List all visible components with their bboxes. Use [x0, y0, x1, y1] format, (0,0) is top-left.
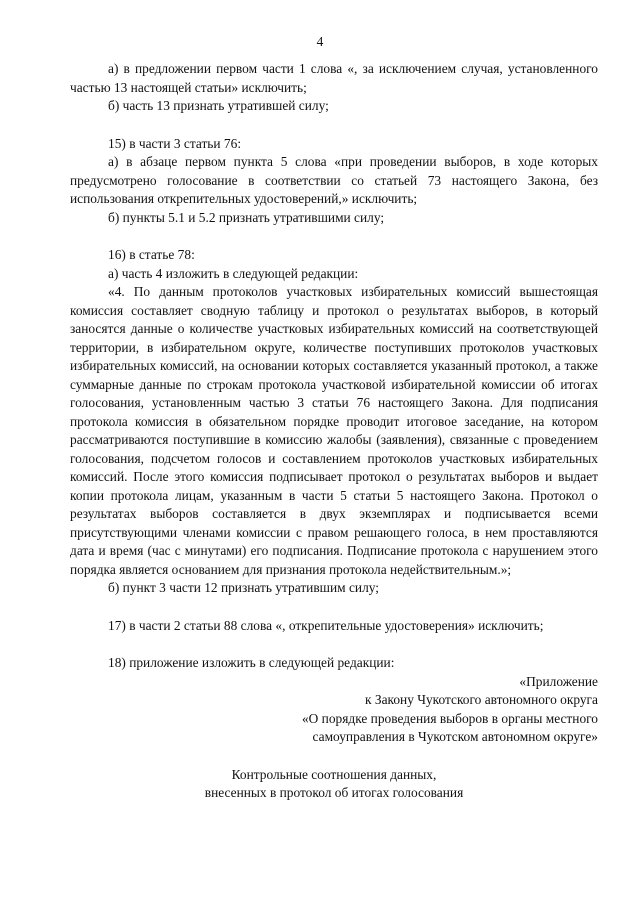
section-heading	[70, 766, 598, 803]
appendix-line-1: «Приложение	[519, 673, 598, 689]
paragraph-5: б) пункты 5.1 и 5.2 признать утратившими силу;	[108, 209, 385, 225]
paragraph-11: 18) приложение изложить в следующей редакции:	[108, 655, 395, 670]
heading-line-2: внесенных в протокол об итогах голосования	[204, 785, 464, 800]
paragraph-2: б) часть 13 признать утратившей силу;	[108, 98, 329, 113]
paragraph-6: 16) в статье 78:	[108, 247, 195, 262]
paragraph-3: 15) в части 3 статьи 76:	[108, 135, 242, 151]
appendix-line-4: самоуправления в Чукотском автономном округе»	[312, 729, 598, 744]
appendix-line-2: к Закону Чукотского автономного округа	[365, 692, 598, 707]
appendix-line-3: «О порядке проведения выборов в органы местного	[301, 710, 598, 726]
paragraph-9: б) пункт 3 части 12 признать утратившим силу;	[108, 580, 380, 595]
paragraph-10: 17) в части 2 статьи 88 слова «, открепительные удостоверения» исключить;	[108, 617, 544, 633]
spacer	[70, 747, 598, 766]
spacer	[70, 635, 598, 654]
appendix-header	[70, 673, 598, 747]
page-number: 4	[316, 34, 324, 49]
paragraph-4: а) в абзаце первом пункта 5 слова «при проведении выборов, в ходе которых предусмотрено голосование в соответствии со статьей 73 настоящего Закона, без использования открепительных удостоверений,» исключить;	[70, 154, 598, 206]
document-body	[70, 60, 598, 803]
spacer	[70, 116, 598, 135]
spacer	[70, 227, 598, 246]
spacer	[70, 598, 598, 617]
paragraph-8: «4. По данным протоколов участковых избирательных комиссий вышестоящая комиссия составляет сводную таблицу и протокол о результатах выборов, в который заносятся данные о количестве участковых избирательных комиссий на соответствующей территории, в избирательном округе, количестве поступивших протоколов участковых избирательных комиссий, на основании которых составляется указанный протокол, а также суммарные данные по строкам протокола участковой избирательной комиссии об итогах голосования, установленным частью 3 статьи 76 настоящего Закона. Для подписания протокола комиссия в обязательном порядке проводит итоговое заседание, на котором рассматриваются поступившие в комиссию жалобы (заявления), связанные с проведением голосования, подсчетом голосов и составлением протоколов участковых избирательных комиссий. После этого комиссия подписывает протокол о результатах выборов и выдает копии протокола лицам, указанным в части 5 статьи 5 настоящего Закона. Протокол о результатах выборов составляется в двух экземплярах и подписывается всеми присутствующими членами комиссии с правом решающего голоса, в нем проставляются дата и время (час с минутами) его подписания. Подписание протокола с нарушением этого порядка является основанием для признания протокола недействительным.»;	[70, 284, 598, 577]
paragraph-1: а) в предложении первом части 1 слова «, за исключением случая, установленного частью 13 настоящей статьи» исключить;	[70, 61, 598, 95]
heading-line-1: Контрольные соотношения данных,	[231, 766, 437, 782]
paragraph-7: а) часть 4 изложить в следующей редакции:	[108, 265, 359, 281]
